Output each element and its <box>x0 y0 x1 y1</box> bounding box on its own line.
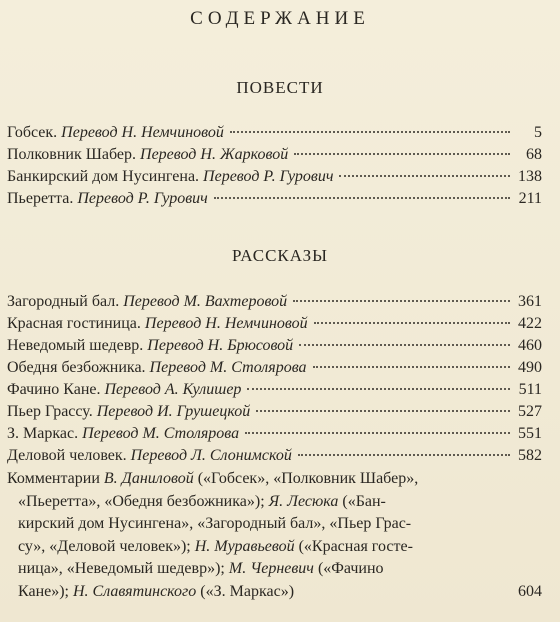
entry-title: Обедня безбожника. <box>7 359 146 376</box>
entry-translator: Перевод Н. Немчиновой <box>61 124 224 141</box>
toc-entry[interactable] <box>7 291 542 313</box>
entry-text <box>7 379 241 401</box>
entry-translator: Перевод Л. Слонимской <box>130 447 292 464</box>
entry-translator: Перевод Н. Немчиновой <box>144 315 308 332</box>
entry-text <box>7 166 333 188</box>
toc-entry[interactable] <box>7 423 542 445</box>
commentary-text: («Фачино <box>313 560 384 578</box>
commentator-name: Н. Муравьевой <box>194 537 295 555</box>
entry-text <box>7 144 288 166</box>
entry-text <box>7 335 293 357</box>
toc-entry[interactable] <box>7 122 542 144</box>
commentary-text: су», «Деловой человек»); <box>18 537 195 555</box>
entry-translator: Перевод Р. Гурович <box>203 168 334 185</box>
toc-list-rasskazy <box>7 291 542 467</box>
entry-title: Красная гостиница. <box>7 315 141 332</box>
entry-title: Пьеретта. <box>7 190 74 207</box>
page-number: 551 <box>518 425 542 442</box>
commentary-text: «Пьеретта», «Обедня безбожника»); <box>18 492 269 510</box>
commentary-line-text <box>18 538 413 555</box>
entry-title: Загородный бал. <box>7 293 120 310</box>
entry-text <box>7 188 208 210</box>
dot-leader <box>293 300 510 302</box>
dot-leader <box>294 153 510 155</box>
toc-entry[interactable] <box>7 188 542 210</box>
entry-translator: Перевод Н. Жарковой <box>140 146 289 163</box>
commentary-text: («Бан- <box>338 492 386 510</box>
page-number: 527 <box>518 403 542 420</box>
entry-text <box>7 122 224 144</box>
toc-list-povesti <box>7 122 542 210</box>
page-title: СОДЕРЖАНИЕ <box>190 8 370 29</box>
dot-leader <box>299 344 510 346</box>
toc-entry[interactable] <box>7 166 542 188</box>
entry-text <box>7 401 250 423</box>
entry-title: Деловой человек. <box>7 447 127 464</box>
commentary-text: Кане»); <box>18 582 73 600</box>
entry-translator: Перевод М. Вахтеровой <box>123 293 288 310</box>
toc-entry[interactable] <box>7 335 542 357</box>
page-number: 422 <box>518 315 542 332</box>
commentary-text: («Гобсек», «Полковник Шабер», <box>193 470 419 487</box>
page-number: 138 <box>518 168 542 185</box>
entry-title: З. Маркас. <box>7 425 79 442</box>
entry-text <box>7 423 239 445</box>
dot-leader <box>339 175 510 177</box>
page-number: 361 <box>518 293 542 310</box>
section-heading-povesti: ПОВЕСТИ <box>236 78 324 97</box>
commentary-line-text <box>18 515 411 532</box>
entry-title: Полковник Шабер. <box>7 146 137 163</box>
commentator-name: М. Черневич <box>228 560 314 578</box>
entry-title: Неведомый шедевр. <box>7 337 144 354</box>
dot-leader <box>314 322 510 324</box>
page-number: 5 <box>534 124 542 141</box>
entry-translator: Перевод М. Столярова <box>149 359 307 376</box>
section-heading-rasskazy: РАССКАЗЫ <box>232 246 328 265</box>
commentary-text: («Красная госте- <box>294 537 413 555</box>
toc-entry[interactable] <box>7 445 542 467</box>
commentator-name: Н. Славятинского <box>73 582 197 600</box>
dot-leader <box>245 432 510 434</box>
commentary-line-text <box>18 581 294 604</box>
entry-text <box>7 291 287 313</box>
entry-translator: Перевод И. Грушецкой <box>96 403 251 420</box>
page-number: 490 <box>518 359 542 376</box>
dot-leader <box>230 131 510 133</box>
entry-text <box>7 445 292 467</box>
commentator-name: В. Даниловой <box>103 470 194 487</box>
page-number: 211 <box>518 190 542 207</box>
page-number: 460 <box>518 337 542 354</box>
entry-title: Пьер Грассу. <box>7 403 93 420</box>
dot-leader <box>247 388 510 390</box>
toc-entry[interactable] <box>7 379 542 401</box>
commentary-line <box>7 491 542 514</box>
commentary-text: («З. Маркас») <box>196 582 295 600</box>
page-number: 68 <box>526 146 542 163</box>
entry-translator: Перевод Р. Гурович <box>77 190 208 207</box>
toc-entry[interactable] <box>7 357 542 379</box>
page-number: 511 <box>518 381 542 398</box>
commentary-line <box>7 558 542 581</box>
toc-entry[interactable] <box>7 313 542 335</box>
entry-text <box>7 357 307 379</box>
commentary-line-text <box>7 470 418 487</box>
commentary-text: ница», «Неведомый шедевр»); <box>18 560 229 578</box>
entry-title: Банкирский дом Нусингена. <box>7 168 200 185</box>
dot-leader <box>214 197 510 199</box>
commentary-line-text <box>18 493 386 510</box>
dot-leader <box>298 454 510 456</box>
entry-translator: Перевод М. Столярова <box>82 425 240 442</box>
commentary-text: кирский дом Нусингена», «Загородный бал», «Пьер Грас- <box>18 515 412 533</box>
commentary-text: Комментарии <box>7 470 104 487</box>
commentator-name: Я. Лесюка <box>268 492 339 510</box>
page-number: 582 <box>518 447 542 464</box>
entry-title: Гобсек. <box>7 124 58 141</box>
entry-text <box>7 313 308 335</box>
commentary-line <box>7 536 542 559</box>
dot-leader <box>256 410 510 412</box>
entry-title: Фачино Кане. <box>7 381 101 398</box>
commentary-line-text <box>18 560 384 577</box>
page-number: 604 <box>518 582 542 600</box>
entry-translator: Перевод А. Кулишер <box>104 381 242 398</box>
toc-entry[interactable] <box>7 401 542 423</box>
commentary-entry[interactable] <box>7 468 542 604</box>
toc-entry[interactable] <box>7 144 542 166</box>
commentary-line <box>7 513 542 536</box>
entry-translator: Перевод Н. Брюсовой <box>147 337 294 354</box>
dot-leader <box>313 366 510 368</box>
commentary-line <box>7 468 542 491</box>
commentary-line <box>7 581 542 604</box>
